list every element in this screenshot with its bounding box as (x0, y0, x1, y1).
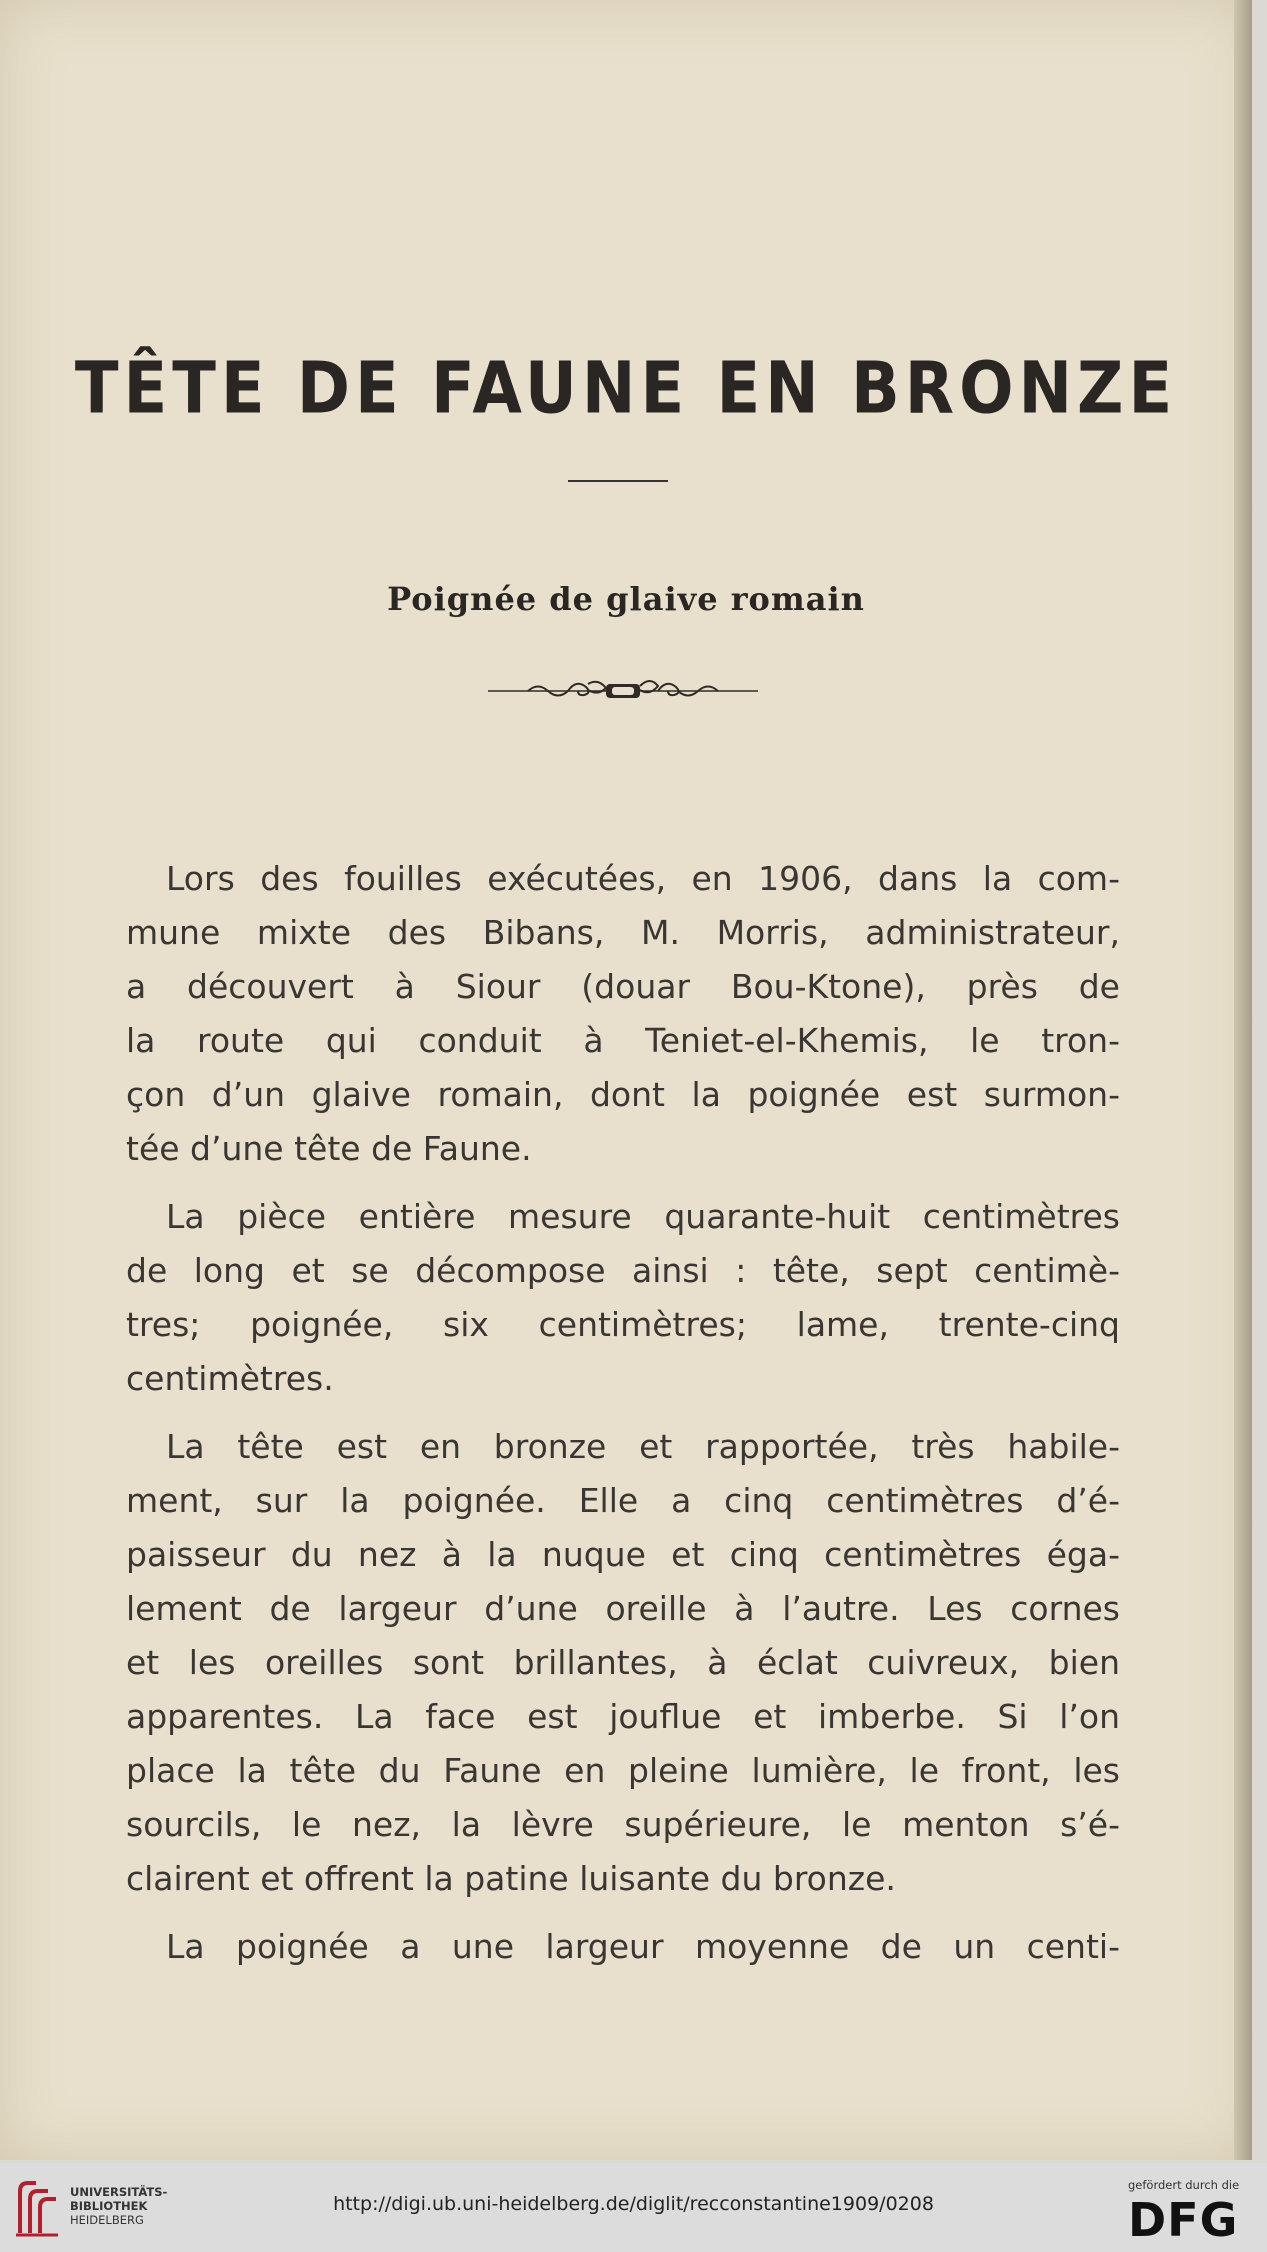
text-line: çon d’un glaive romain, dont la poignée est surmon- (126, 1075, 1120, 1114)
text-line: sourcils, le nez, la lèvre supérieure, le menton s’é- (126, 1805, 1120, 1844)
text-line: La poignée a une largeur moyenne de un centi- (166, 1927, 1120, 1966)
funding-note: gefördert durch die (1128, 2178, 1240, 2192)
text-line: lement de largeur d’une oreille à l’autre. Les cornes (126, 1589, 1120, 1628)
paragraph (126, 852, 1120, 1176)
text-line: tres; poignée, six centimètres; lame, trente-cinq (126, 1305, 1120, 1344)
viewer-footer (0, 2163, 1267, 2252)
text-line: tée d’une tête de Faune. (126, 1129, 532, 1168)
text-line: Lors des fouilles exécutées, en 1906, dans la com- (166, 859, 1120, 898)
text-line: La tête est en bronze et rapportée, très habile- (166, 1427, 1120, 1466)
library-name-line: UNIVERSITÄTS- (70, 2185, 168, 2199)
title-rule (568, 480, 668, 482)
text-line: de long et se décompose ainsi : tête, sept centimè- (126, 1251, 1120, 1290)
page-subtitle: Poignée de glaive romain (387, 580, 865, 618)
body-text (126, 852, 1120, 1988)
text-line: La pièce entière mesure quarante-huit centimètres (166, 1197, 1120, 1236)
text-line: clairent et offrent la patine luisante du bronze. (126, 1859, 896, 1898)
text-line: la route qui conduit à Teniet-el-Khemis, le tron- (126, 1021, 1120, 1060)
library-name-line: BIBLIOTHEK (70, 2199, 148, 2213)
text-line: place la tête du Faune en pleine lumière, le front, les (126, 1751, 1120, 1790)
ornament-divider (488, 676, 758, 706)
text-line: centimètres. (126, 1359, 334, 1398)
paragraph (126, 1190, 1120, 1406)
text-line: paisseur du nez à la nuque et cinq centimètres éga- (126, 1535, 1120, 1574)
dfg-logo: DFG (1128, 2193, 1239, 2247)
text-line: mune mixte des Bibans, M. Morris, administrateur, (126, 913, 1120, 952)
permalink-url[interactable]: http://digi.ub.uni-heidelberg.de/diglit/recconstantine1909/0208 (333, 2193, 934, 2215)
paragraph (126, 1920, 1120, 1974)
library-name-line: HEIDELBERG (70, 2213, 144, 2227)
text-line: et les oreilles sont brillantes, à éclat cuivreux, bien (126, 1643, 1120, 1682)
text-line: apparentes. La face est jouflue et imberbe. Si l’on (126, 1697, 1120, 1736)
page-title: TÊTE DE FAUNE EN BRONZE (74, 347, 1178, 431)
text-line: ment, sur la poignée. Elle a cinq centimètres d’é- (126, 1481, 1120, 1520)
text-line: a découvert à Siour (douar Bou-Ktone), près de (126, 967, 1120, 1006)
paragraph (126, 1420, 1120, 1906)
page-edge (1234, 0, 1252, 2160)
